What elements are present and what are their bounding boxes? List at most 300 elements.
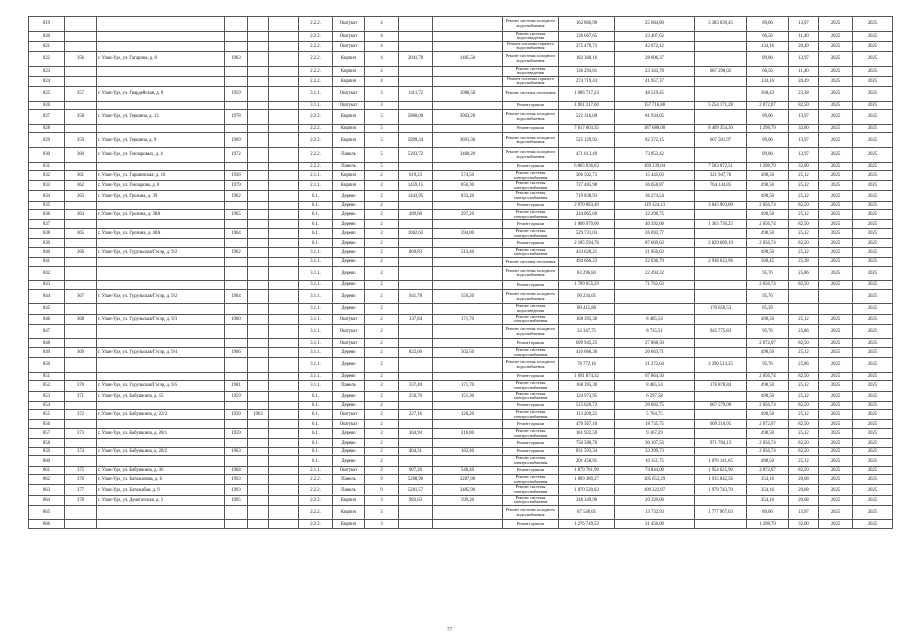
house-id <box>65 17 97 32</box>
house-id <box>65 266 97 281</box>
end-year: 2025 <box>853 281 893 290</box>
plan-year: 2025 <box>819 181 853 191</box>
address <box>97 76 225 86</box>
house-id: 365 <box>65 229 97 239</box>
house-total <box>695 281 747 290</box>
wall-material: Дерево <box>333 347 365 357</box>
wall-material: Кирпич <box>333 110 365 125</box>
living-area <box>433 324 503 339</box>
address <box>97 372 225 381</box>
row-number: 820 <box>29 31 65 41</box>
house-total <box>695 86 747 101</box>
total-area: 5899,34 <box>399 133 433 148</box>
wall-material: Кирпич <box>333 505 365 520</box>
end-year: 2025 <box>853 133 893 148</box>
floors: 5 <box>365 162 399 171</box>
house-id: 374 <box>65 447 97 456</box>
house-total <box>695 147 747 162</box>
year-built: 1962 <box>225 191 248 201</box>
year-built <box>225 339 248 348</box>
address: г. Улан-Удэ, ул. Гурульская/Гэсэр, д. 9/3 <box>97 314 225 324</box>
address: г. Улан-Удэ, ул. Гончарова, д. 8 <box>97 181 225 191</box>
house-id <box>65 31 97 41</box>
year-built: 1962 <box>225 247 248 257</box>
row-number: 862 <box>29 475 65 485</box>
total-area: 869,83 <box>399 247 433 257</box>
living-area <box>433 101 503 110</box>
living-area <box>433 220 503 229</box>
work-cost: 7 617 603,35 <box>559 124 615 133</box>
floors: 2 <box>365 429 399 439</box>
end-year: 2025 <box>853 181 893 191</box>
table-row <box>29 381 893 391</box>
floors: 3 <box>365 520 399 529</box>
work-cost: 78 772,16 <box>559 358 615 373</box>
wall-material: Кирпич <box>333 76 365 86</box>
unit-cost: 498,50 <box>747 429 789 439</box>
floors: 2 <box>365 439 399 448</box>
unit-control-cost: 13,97 <box>789 51 819 66</box>
year-built: 1995 <box>225 495 248 505</box>
work-type: Ремонт системы холодного водоснабжения <box>503 289 559 304</box>
work-cost: 529 731,03 <box>559 229 615 239</box>
end-year: 2025 <box>853 229 893 239</box>
empty-cell <box>269 304 299 314</box>
address: г. Улан-Удэ, ул. Гончаровых, д. 4 <box>97 147 225 162</box>
plan-year: 2025 <box>819 220 853 229</box>
work-cost: 410 066,30 <box>559 347 615 357</box>
address <box>97 41 225 51</box>
table-row <box>29 485 893 495</box>
house-id <box>65 339 97 348</box>
work-type: Ремонт системы электроснабжения <box>503 475 559 485</box>
plan-year: 2025 <box>819 201 853 210</box>
house-id: 356 <box>65 51 97 66</box>
floors: 5 <box>365 133 399 148</box>
work-type: Ремонт системы холодного водоснабжения <box>503 266 559 281</box>
wall-material: Дерево <box>333 429 365 439</box>
unit-cost: 134,16 <box>747 76 789 86</box>
address <box>97 358 225 373</box>
house-total: 971 784,13 <box>695 439 747 448</box>
empty-cell <box>269 420 299 429</box>
living-area: 599,20 <box>433 495 503 505</box>
control-cost: 36 274,54 <box>615 191 695 201</box>
year-reconstructed <box>248 191 269 201</box>
year-built: 1981 <box>225 381 248 391</box>
year-built: 1972 <box>225 147 248 162</box>
plan-year: 2025 <box>819 247 853 257</box>
work-type: Ремонт системы отопления <box>503 86 559 101</box>
row-number: 848 <box>29 339 65 348</box>
empty-cell <box>269 475 299 485</box>
empty-cell <box>269 247 299 257</box>
table-row <box>29 191 893 201</box>
table-row <box>29 133 893 148</box>
control-cost: 22 036,79 <box>615 258 695 267</box>
address <box>97 31 225 41</box>
work-cost: 1 086 717,23 <box>559 86 615 101</box>
living-area <box>433 304 503 314</box>
total-area <box>399 258 433 267</box>
row-number: 824 <box>29 76 65 86</box>
unit-cost: 2 056,74 <box>747 401 789 410</box>
row-number: 837 <box>29 220 65 229</box>
work-type: Ремонт крыши <box>503 281 559 290</box>
category-code: 2.2.2. <box>299 124 333 133</box>
living-area <box>433 505 503 520</box>
year-reconstructed <box>248 181 269 191</box>
plan-year: 2025 <box>819 420 853 429</box>
floors: 2 <box>365 391 399 401</box>
house-id <box>65 258 97 267</box>
house-id <box>65 401 97 410</box>
work-cost: 201 458,91 <box>559 456 615 466</box>
unit-cost: 2 056,74 <box>747 447 789 456</box>
category-code: 3.1.1. <box>299 358 333 373</box>
table-row <box>29 420 893 429</box>
control-cost: 21 272,64 <box>615 358 695 373</box>
address <box>97 162 225 171</box>
year-reconstructed <box>248 456 269 466</box>
house-id <box>65 101 97 110</box>
house-total: 170 650,53 <box>695 304 747 314</box>
work-type: Ремонт крыши <box>503 339 559 348</box>
total-area <box>399 401 433 410</box>
unit-control-cost: 25,86 <box>789 266 819 281</box>
wall-material: Кирпич <box>333 124 365 133</box>
house-id <box>65 520 97 529</box>
row-number: 843 <box>29 281 65 290</box>
floors: 2 <box>365 220 399 229</box>
floors: 2 <box>365 210 399 220</box>
work-cost: 494 666,23 <box>559 258 615 267</box>
unit-cost: 89,06 <box>747 110 789 125</box>
address: г. Улан-Удэ, ул. Бабушкина, д. 36 <box>97 466 225 475</box>
total-area <box>399 17 433 32</box>
empty-cell <box>269 162 299 171</box>
house-total: 687 290,02 <box>695 66 747 76</box>
living-area <box>433 372 503 381</box>
table-row <box>29 410 893 420</box>
work-type: Ремонт системы водоотведения <box>503 31 559 41</box>
year-built: 1964 <box>225 289 248 304</box>
total-area <box>399 420 433 429</box>
year-reconstructed <box>248 201 269 210</box>
category-code: 6.1. <box>299 191 333 201</box>
work-cost: 136 294,01 <box>559 66 615 76</box>
end-year: 2025 <box>853 101 893 110</box>
work-type: Ремонт системы отопления <box>503 258 559 267</box>
row-number: 829 <box>29 133 65 148</box>
empty-cell <box>269 258 299 267</box>
year-reconstructed <box>248 447 269 456</box>
wall-material: Дерево <box>333 229 365 239</box>
floors: 4 <box>365 66 399 76</box>
work-cost: 275 470,73 <box>559 41 615 51</box>
year-built <box>225 162 248 171</box>
unit-control-cost: 25,12 <box>789 429 819 439</box>
floors: 2 <box>365 266 399 281</box>
work-type: Ремонт крыши <box>503 239 559 248</box>
category-code: 2.1.1. <box>299 466 333 475</box>
total-area: 5281,57 <box>399 485 433 495</box>
plan-year: 2025 <box>819 358 853 373</box>
unit-cost: 2 056,74 <box>747 372 789 381</box>
plan-year: 2025 <box>819 324 853 339</box>
end-year: 2025 <box>853 485 893 495</box>
table-row <box>29 239 893 248</box>
year-built <box>225 420 248 429</box>
unit-cost: 2 056,74 <box>747 201 789 210</box>
control-cost: 22 494,32 <box>615 266 695 281</box>
work-cost: 2 185 594,76 <box>559 239 615 248</box>
empty-cell <box>269 520 299 529</box>
row-number: 827 <box>29 110 65 125</box>
control-cost: 26 693,77 <box>615 229 695 239</box>
total-area: 227,16 <box>399 410 433 420</box>
control-cost: 25 684,80 <box>615 17 695 32</box>
plan-year <box>819 304 853 314</box>
wall-material: Оштукат <box>333 31 365 41</box>
unit-control-cost: 25,12 <box>789 181 819 191</box>
year-built: 1959 <box>225 429 248 439</box>
category-code: 2.2.2. <box>299 475 333 485</box>
living-area: 559,20 <box>433 289 503 304</box>
unit-cost: 2 072,07 <box>747 466 789 475</box>
category-code: 3.1.1. <box>299 304 333 314</box>
house-id: 373 <box>65 429 97 439</box>
work-cost: 515 626,72 <box>559 401 615 410</box>
work-cost: 433 620,21 <box>559 247 615 257</box>
living-area: 3485,90 <box>433 485 503 495</box>
unit-cost: 95,76 <box>747 266 789 281</box>
house-id <box>65 304 97 314</box>
address <box>97 266 225 281</box>
work-cost: 471 013,49 <box>559 147 615 162</box>
year-reconstructed <box>248 520 269 529</box>
category-code: 6.1. <box>299 456 333 466</box>
work-cost: 831 593,34 <box>559 447 615 456</box>
control-cost: 82 372,15 <box>615 133 695 148</box>
work-type: Ремонт системы электроснабжения <box>503 191 559 201</box>
year-reconstructed <box>248 381 269 391</box>
category-code: 6.1. <box>299 239 333 248</box>
end-year: 2025 <box>853 314 893 324</box>
year-reconstructed <box>248 505 269 520</box>
house-total: 1 303 736,25 <box>695 220 747 229</box>
row-number: 850 <box>29 358 65 373</box>
year-built: 1993 <box>225 475 248 485</box>
work-cost: 522 316,00 <box>559 110 615 125</box>
wall-material: Кирпич <box>333 181 365 191</box>
house-total <box>695 76 747 86</box>
house-total <box>695 410 747 420</box>
control-cost: 36 658,87 <box>615 181 695 191</box>
floors: 4 <box>365 31 399 41</box>
unit-control-cost: 13,97 <box>789 17 819 32</box>
control-cost: 13 732,93 <box>615 505 695 520</box>
house-total: 7 583 072,51 <box>695 162 747 171</box>
category-code: 2.2.2. <box>299 41 333 51</box>
wall-material: Дерево <box>333 258 365 267</box>
empty-cell <box>269 41 299 51</box>
wall-material: Дерево <box>333 239 365 248</box>
address <box>97 17 225 32</box>
floors: 4 <box>365 17 399 32</box>
plan-year: 2025 <box>819 162 853 171</box>
end-year: 2025 <box>853 191 893 201</box>
wall-material: Кирпич <box>333 51 365 66</box>
table-row <box>29 289 893 304</box>
work-cost: 525 129,92 <box>559 133 615 148</box>
house-total <box>695 314 747 324</box>
address: г. Улан-Удэ, ул. Гершина, д. 13 <box>97 110 225 125</box>
table-row <box>29 439 893 448</box>
floors: 2 <box>365 456 399 466</box>
floors: 2 <box>365 358 399 373</box>
control-cost: 187 680,00 <box>615 124 695 133</box>
work-cost: 719 838,93 <box>559 191 615 201</box>
house-total: 8 409 354,30 <box>695 124 747 133</box>
unit-control-cost: 82,50 <box>789 339 819 348</box>
unit-cost: 85,39 <box>747 304 789 314</box>
end-year: 2025 <box>853 41 893 51</box>
year-built <box>225 124 248 133</box>
work-type: Ремонт системы холодного водоснабжения <box>503 147 559 162</box>
house-total <box>695 347 747 357</box>
wall-material: Дерево <box>333 266 365 281</box>
total-area <box>399 372 433 381</box>
house-total: 609 216,95 <box>695 420 747 429</box>
unit-cost: 354,16 <box>747 485 789 495</box>
work-cost: 83 296,84 <box>559 266 615 281</box>
category-code: 6.1. <box>299 210 333 220</box>
plan-year: 2025 <box>819 41 853 51</box>
living-area: 1485,50 <box>433 51 503 66</box>
work-cost: 2 970 083,40 <box>559 201 615 210</box>
total-area: 5293,72 <box>399 147 433 162</box>
floors: 2 <box>365 181 399 191</box>
floors: 2 <box>365 401 399 410</box>
total-area: 2041,78 <box>399 51 433 66</box>
living-area <box>433 401 503 410</box>
address <box>97 101 225 110</box>
plan-year: 2025 <box>819 229 853 239</box>
control-cost: 20 682,75 <box>615 401 695 410</box>
control-cost: 20 329,06 <box>615 495 695 505</box>
house-id <box>65 372 97 381</box>
total-area: 907,20 <box>399 466 433 475</box>
plan-year: 2025 <box>819 133 853 148</box>
table-row <box>29 347 893 357</box>
work-cost: 124 973,95 <box>559 391 615 401</box>
table-row <box>29 495 893 505</box>
row-number: 863 <box>29 485 65 495</box>
living-area <box>433 17 503 32</box>
category-code: 2.1.1. <box>299 171 333 181</box>
plan-year: 2025 <box>819 191 853 201</box>
year-reconstructed <box>248 304 269 314</box>
work-cost: 306 502,73 <box>559 171 615 181</box>
unit-control-cost: 25,12 <box>789 410 819 420</box>
table-row <box>29 281 893 290</box>
unit-cost: 1 298,79 <box>747 124 789 133</box>
table-row <box>29 229 893 239</box>
empty-cell <box>269 86 299 101</box>
address <box>97 66 225 76</box>
unit-control-cost: 82,50 <box>789 372 819 381</box>
table-row <box>29 429 893 439</box>
year-reconstructed <box>248 391 269 401</box>
end-year: 2025 <box>853 466 893 475</box>
living-area <box>433 162 503 171</box>
work-type: Ремонт системы электроснабжения <box>503 314 559 324</box>
living-area: 3460,20 <box>433 147 503 162</box>
unit-cost: 498,50 <box>747 381 789 391</box>
category-code: 2.2.2. <box>299 110 333 125</box>
unit-control-cost: 13,97 <box>789 147 819 162</box>
unit-cost: 1 298,79 <box>747 162 789 171</box>
table-row <box>29 339 893 348</box>
total-area: 5208,96 <box>399 475 433 485</box>
control-cost: 73 853,42 <box>615 147 695 162</box>
year-reconstructed <box>248 485 269 495</box>
work-type: Ремонт системы водоотведения <box>503 304 559 314</box>
house-total <box>695 289 747 304</box>
total-area <box>399 239 433 248</box>
total-area: 1062,65 <box>399 229 433 239</box>
total-area: 337,84 <box>399 314 433 324</box>
unit-control-cost: 32,00 <box>789 124 819 133</box>
work-cost: 181 922,59 <box>559 429 615 439</box>
wall-material: Кирпич <box>333 171 365 181</box>
control-cost: 105 653,29 <box>615 475 695 485</box>
house-total <box>695 495 747 505</box>
plan-year: 2025 <box>819 520 853 529</box>
category-code: 2.2.2. <box>299 31 333 41</box>
floors: 5 <box>365 147 399 162</box>
end-year: 2025 <box>853 124 893 133</box>
unit-cost: 2 056,74 <box>747 281 789 290</box>
wall-material: Дерево <box>333 281 365 290</box>
unit-cost: 498,50 <box>747 347 789 357</box>
work-cost: 348 349,90 <box>559 495 615 505</box>
table-row <box>29 372 893 381</box>
year-reconstructed <box>248 147 269 162</box>
end-year: 2025 <box>853 201 893 210</box>
work-type: Ремонт системы холодного водоснабжения <box>503 505 559 520</box>
work-cost: 32 347,75 <box>559 324 615 339</box>
total-area: 5868,00 <box>399 110 433 125</box>
category-code: 3.1.1. <box>299 258 333 267</box>
empty-cell <box>269 51 299 66</box>
address: г. Улан-Удэ, ул. Грозина, д. 38А <box>97 210 225 220</box>
unit-cost: 498,50 <box>747 314 789 324</box>
plan-year: 2025 <box>819 171 853 181</box>
house-total <box>695 110 747 125</box>
work-type: Ремонт системы электроснабжения <box>503 391 559 401</box>
empty-cell <box>269 17 299 32</box>
table-row <box>29 51 893 66</box>
work-type: Ремонт системы электроснабжения <box>503 171 559 181</box>
address: г. Улан-Удэ, ул. Бабушкина, д. 22/2 <box>97 410 225 420</box>
year-reconstructed <box>248 247 269 257</box>
floors: 2 <box>365 447 399 456</box>
year-built <box>225 304 248 314</box>
control-cost: 81 934,05 <box>615 110 695 125</box>
control-cost: 6 297,58 <box>615 391 695 401</box>
